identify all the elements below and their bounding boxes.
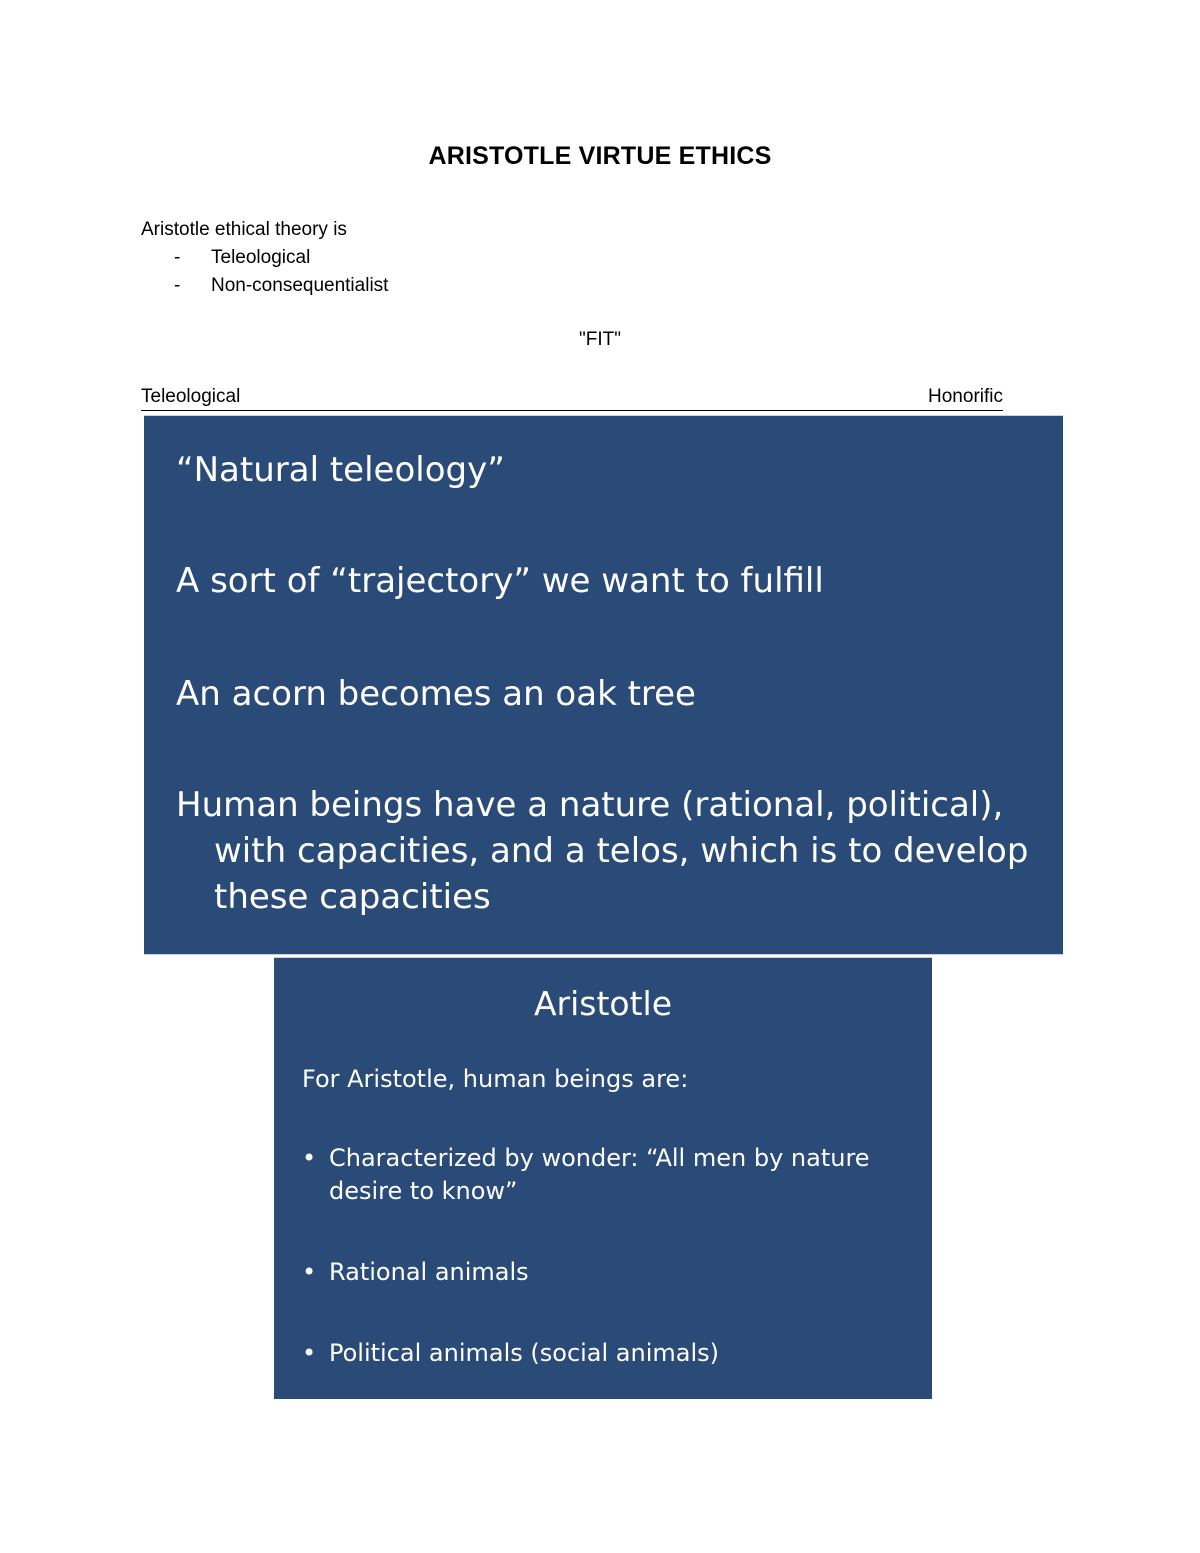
slide-intro: For Aristotle, human beings are: (302, 1065, 689, 1093)
intro-text: Aristotle ethical theory is (141, 219, 347, 240)
list-item-text: Non-consequentialist (211, 275, 389, 296)
scale-right-label: Honorific (928, 386, 1003, 407)
slide-line-human-nature (176, 782, 1036, 920)
theory-list (141, 244, 388, 300)
dash-marker: - (174, 247, 181, 268)
list-item (141, 272, 388, 300)
list-item-text: Teleological (211, 247, 311, 268)
bullet-dot: • (302, 1258, 317, 1286)
slide-bullet-text: Political animals (social animals) (329, 1339, 720, 1367)
slide-bullet (302, 1256, 912, 1289)
bullet-dot: • (302, 1144, 317, 1172)
aristotle-slide (274, 957, 932, 1399)
slide-line-trajectory: A sort of “trajectory” we want to fulfill (176, 561, 824, 601)
scale-left-label: Teleological (141, 386, 241, 407)
teleological-honorific-scale (141, 386, 1003, 411)
slide-line-human-nature-cont: with capacities, and a telos, which is to develop these capacities (214, 831, 1029, 917)
slide-title: Aristotle (533, 984, 673, 1023)
slide-bullet (302, 1337, 912, 1370)
dash-marker: - (174, 275, 181, 296)
document-title: ARISTOTLE VIRTUE ETHICS (428, 142, 772, 170)
slide-line-human-nature-start: Human beings have a nature (rational, political), (176, 785, 1004, 825)
slide-bullet-text: Rational animals (329, 1258, 529, 1286)
slide-line-acorn: An acorn becomes an oak tree (176, 674, 696, 714)
slide-line-natural-teleology: “Natural teleology” (176, 450, 505, 490)
list-item (141, 244, 388, 272)
slide-bullet (302, 1142, 912, 1208)
slide-bullet-text: Characterized by wonder: “All men by nature desire to know” (329, 1144, 870, 1205)
bullet-dot: • (302, 1339, 317, 1367)
fit-label: "FIT" (579, 329, 621, 350)
natural-teleology-slide (144, 415, 1063, 955)
